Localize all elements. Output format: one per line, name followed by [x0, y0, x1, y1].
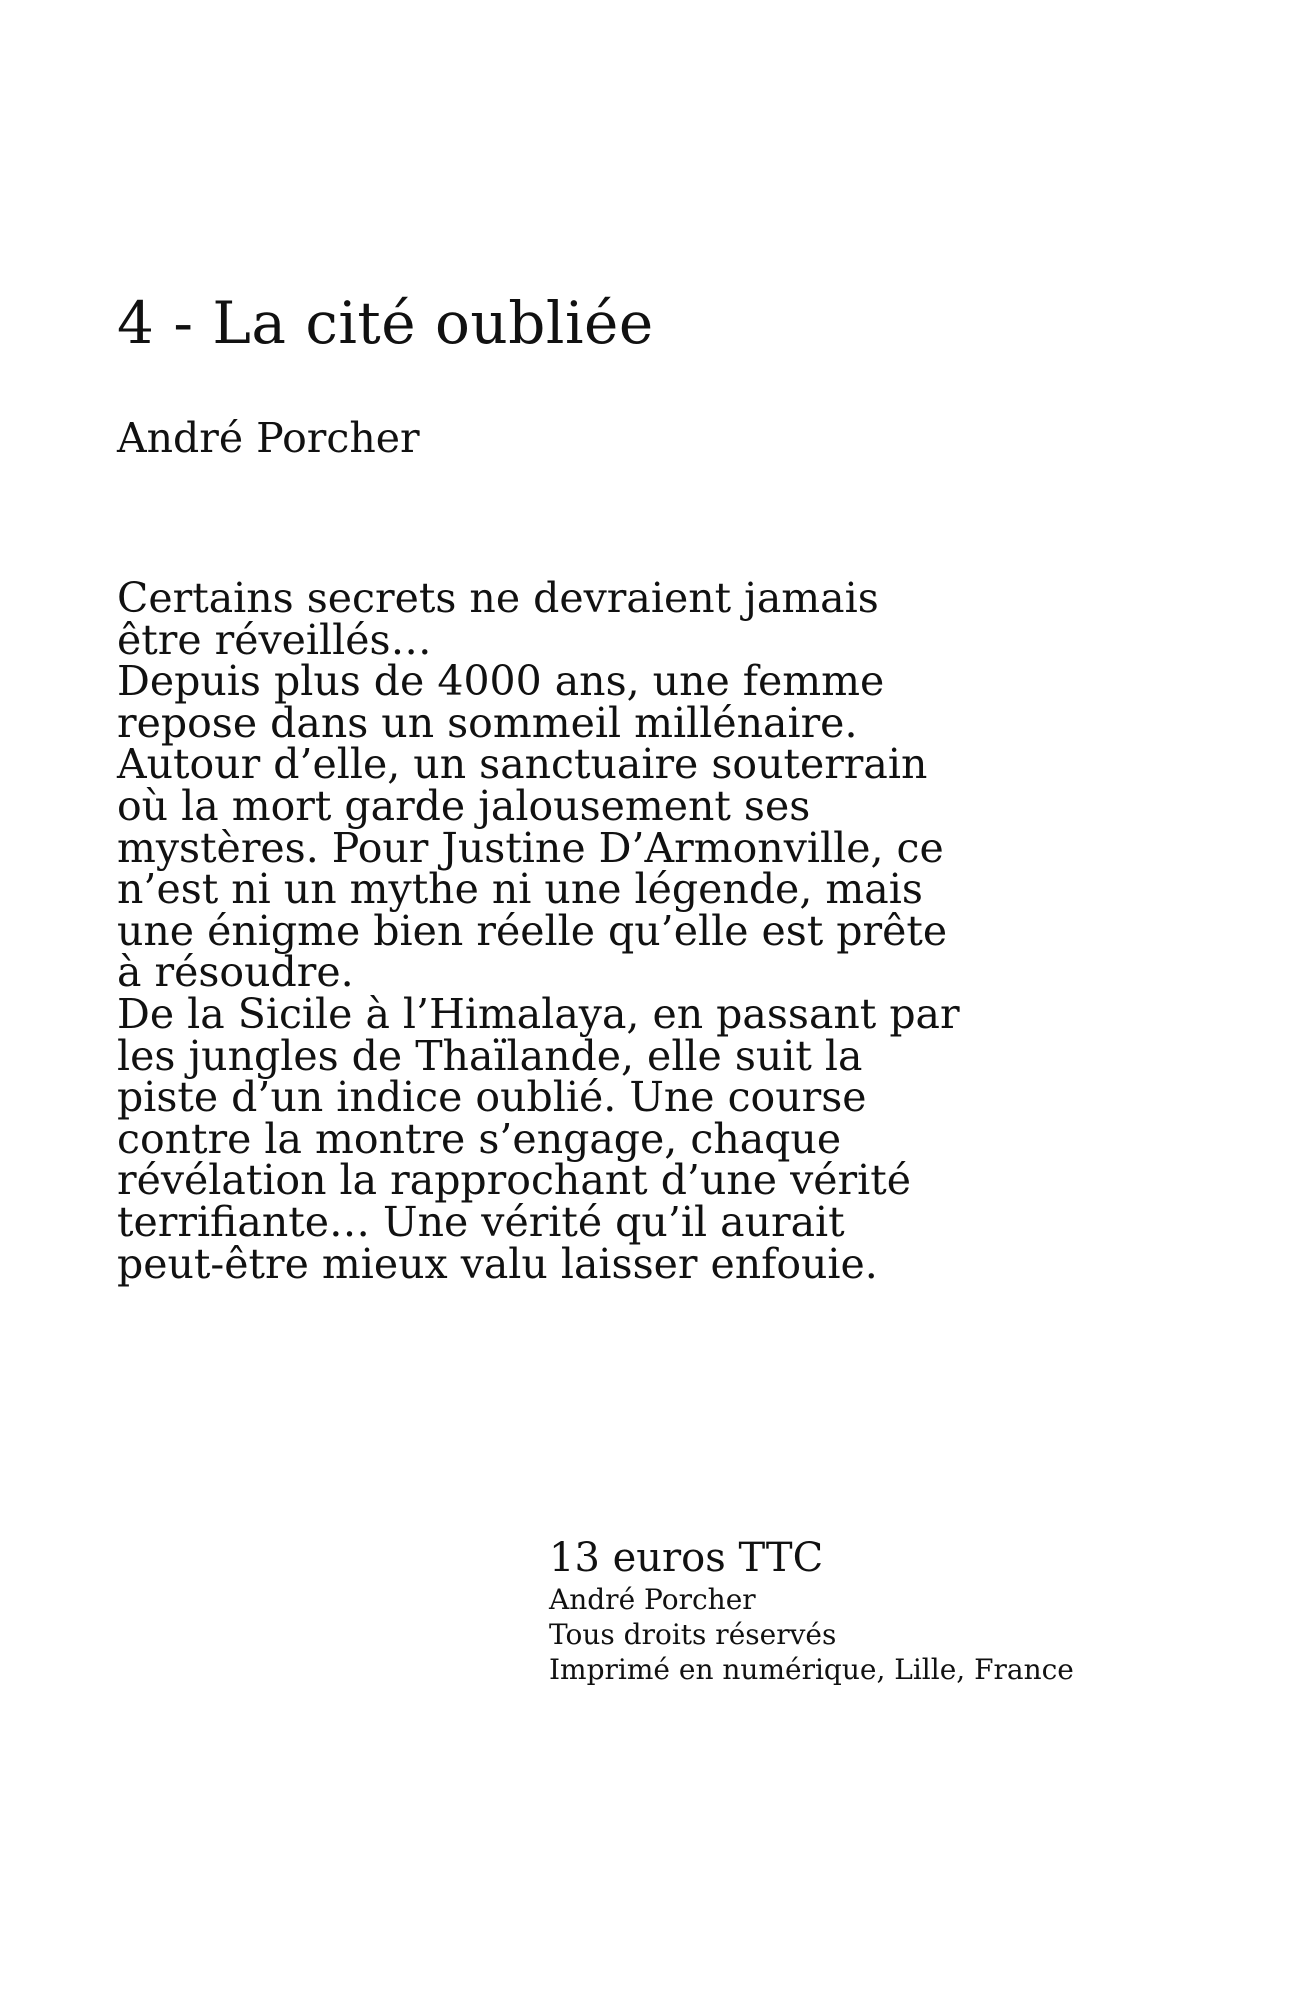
printing-notice: Imprimé en numérique, Lille, France [549, 1653, 1074, 1686]
blurb-line: terrifiante… Une vérité qu’il aurait [117, 1197, 845, 1246]
blurb-line: contre la montre s’engage, chaque [117, 1114, 842, 1163]
blurb-line: Autour d’elle, un sanctuaire souterrain [117, 740, 928, 789]
blurb-line: Depuis plus de 4000 ans, une femme [117, 657, 885, 706]
colophon [549, 1536, 1074, 1687]
blurb-line: une énigme bien réelle qu’elle est prête [117, 906, 948, 955]
blurb-line: repose dans un sommeil millénaire. [117, 698, 858, 747]
book-title: 4 - La cité oubliée [117, 289, 654, 357]
blurb-text [117, 574, 997, 1288]
rights-notice: Tous droits réservés [549, 1618, 837, 1651]
blurb-line: De la Sicile à l’Himalaya, en passant par [117, 989, 960, 1038]
blurb-line: les jungles de Thaïlande, elle suit la [117, 1031, 863, 1080]
blurb-line: révélation la rapprochant d’une vérité [117, 1156, 911, 1205]
blurb-line: n’est ni un mythe ni une légende, mais [117, 865, 923, 914]
blurb-line: à résoudre. [117, 948, 354, 997]
colophon-author: André Porcher [549, 1583, 756, 1616]
blurb-line: peut-être mieux valu laisser enfouie. [117, 1239, 878, 1288]
price-label: 13 euros TTC [549, 1535, 824, 1581]
blurb-line: Certains secrets ne devraient jamais [117, 574, 879, 622]
blurb-line: être réveillés… [117, 615, 432, 664]
book-author: André Porcher [117, 414, 420, 462]
blurb-line: où la mort garde jalousement ses [117, 781, 811, 830]
blurb-line: piste d’un indice oublié. Une course [117, 1073, 867, 1122]
blurb-line: mystères. Pour Justine D’Armonville, ce [117, 823, 944, 872]
